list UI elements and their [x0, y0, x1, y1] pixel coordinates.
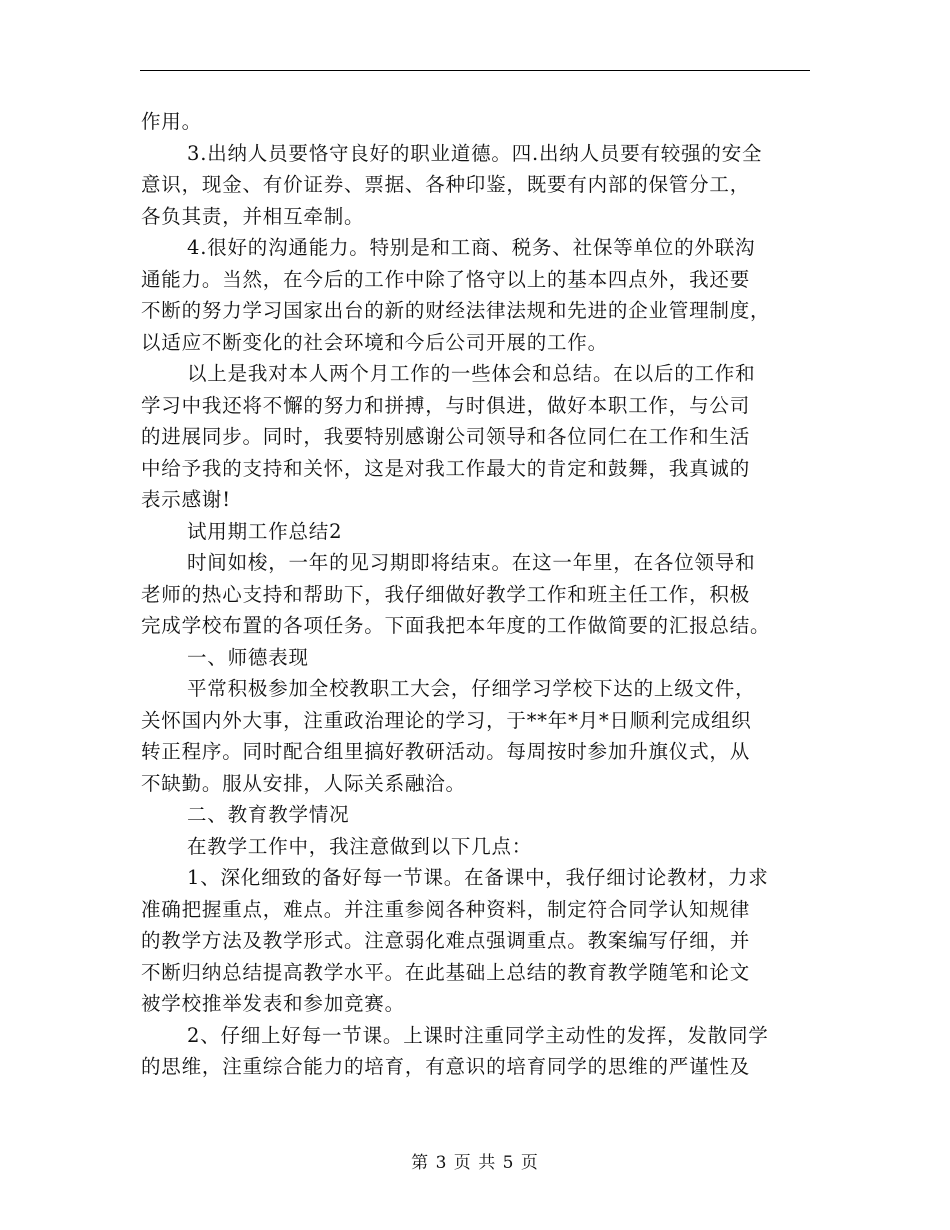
text-line: 一、师德表现: [187, 645, 309, 669]
text-line: 关怀国内外大事，注重政治理论的学习，于**年*月*日顺利完成组织: [141, 708, 752, 732]
text-line: 被学校推举发表和参加竞赛。: [141, 992, 405, 1015]
text-line: 不断的努力学习国家出台的新的财经法律法规和先进的企业管理制度，: [141, 299, 771, 322]
text-line: 不断归纳总结提高教学水平。在此基础上总结的教育教学随笔和论文: [141, 960, 751, 984]
text-line: 二、教育教学情况: [187, 803, 350, 826]
text-line: 不缺勤。服从安排，人际关系融洽。: [141, 771, 466, 795]
text-line: 完成学校布置的各项任务。下面我把本年度的工作做简要的汇报总结。: [141, 614, 771, 637]
text-line: 作用。: [141, 110, 202, 133]
text-line: 通能力。当然，在今后的工作中除了恪守以上的基本四点外，我还要: [141, 267, 751, 291]
text-line: 中给予我的支持和关怀，这是对我工作最大的肯定和鼓舞，我真诚的: [141, 456, 751, 480]
text-line: 各负其责，并相互牵制。: [141, 204, 365, 228]
text-line: 4.很好的沟通能力。特别是和工商、税务、社保等单位的外联沟: [187, 236, 756, 259]
text-line: 表示感谢!: [141, 488, 231, 511]
text-line: 在教学工作中，我注意做到以下几点：: [187, 834, 533, 858]
text-line: 1、深化细致的备好每一节课。在备课中，我仔细讨论教材，力求: [187, 866, 769, 889]
text-line: 的进展同步。同时，我要特别感谢公司领导和各位同仁在工作和生活: [141, 425, 751, 448]
text-line: 以适应不断变化的社会环境和今后公司开展的工作。: [141, 330, 608, 354]
text-line: 学习中我还将不懈的努力和拼搏，与时俱进，做好本职工作，与公司: [141, 393, 751, 417]
text-line: 时间如梭，一年的见习期即将结束。在这一年里，在各位领导和: [187, 551, 756, 574]
text-line: 的思维，注重综合能力的培育，有意识的培育同学的思维的严谨性及: [141, 1055, 751, 1078]
text-line: 试用期工作总结2: [187, 519, 343, 543]
text-line: 准确把握重点，难点。并注重参阅各种资料，制定符合同学认知规律: [141, 897, 751, 921]
text-line: 以上是我对本人两个月工作的一些体会和总结。在以后的工作和: [187, 362, 756, 385]
page-footer: [0, 1148, 950, 1173]
text-line: 转正程序。同时配合组里搞好教研活动。每周按时参加升旗仪式，从: [141, 740, 751, 763]
text-line: 平常积极参加全校教职工大会，仔细学习学校下达的上级文件，: [187, 677, 756, 700]
header-rule: [140, 70, 810, 71]
text-line: 老师的热心支持和帮助下，我仔细做好教学工作和班主任工作，积极: [141, 582, 751, 606]
page-number: 第 3 页 共 5 页: [411, 1153, 539, 1173]
text-line: 3.出纳人员要恪守良好的职业道德。四.出纳人员要有较强的安全: [187, 141, 763, 165]
text-line: 2、仔细上好每一节课。上课时注重同学主动性的发挥，发散同学: [187, 1023, 769, 1047]
text-line: 的教学方法及教学形式。注意弱化难点强调重点。教案编写仔细，并: [141, 929, 751, 952]
text-line: 意识，现金、有价证券、票据、各种印鉴，既要有内部的保管分工，: [141, 173, 751, 196]
document-body: [141, 106, 811, 1083]
